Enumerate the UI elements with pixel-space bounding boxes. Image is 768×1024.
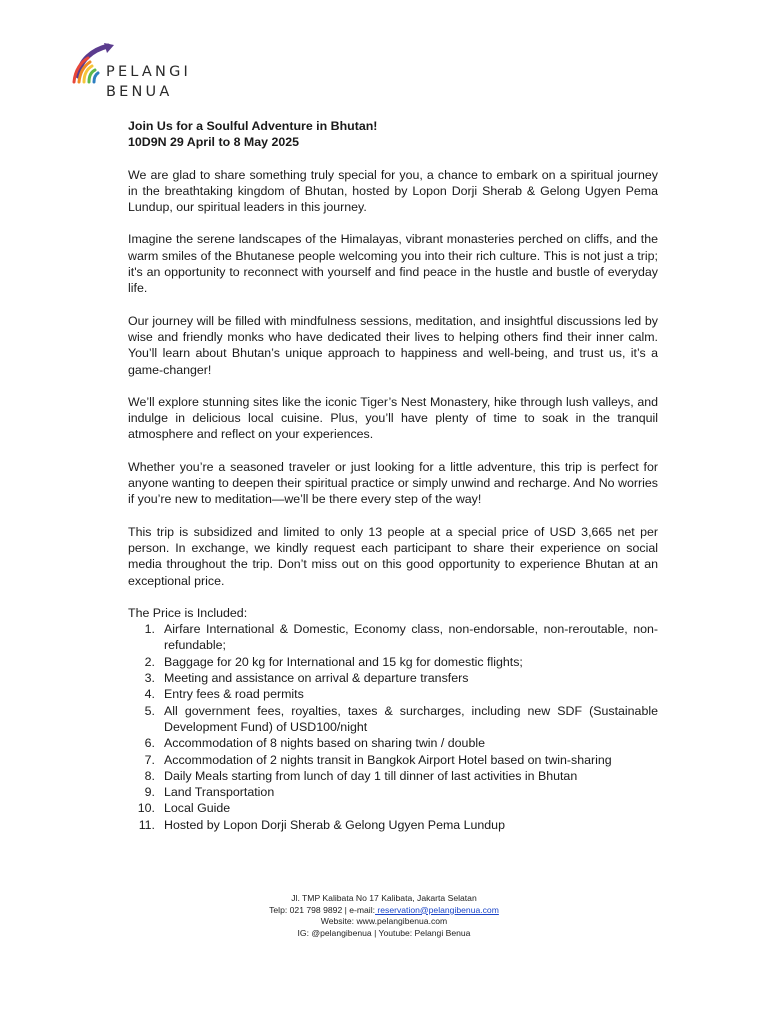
list-text: Meeting and assistance on arrival & departure transfers	[164, 671, 469, 686]
list-number: 3.	[144, 671, 155, 686]
list-number: 8.	[144, 768, 155, 783]
logo-text-line2: BENUA	[106, 84, 173, 100]
list-item	[128, 686, 658, 702]
footer-website: Website: www.pelangibenua.com	[320, 916, 448, 927]
list-text: Land Transportation	[164, 785, 275, 800]
list-text: Accommodation of 8 nights based on sharing twin / double	[164, 736, 485, 751]
included-heading: The Price is Included:	[128, 605, 248, 620]
list-number: 4.	[144, 687, 155, 702]
page-footer	[0, 893, 768, 939]
list-text: Daily Meals starting from lunch of day 1 till dinner of last activities in Bhutan	[164, 768, 578, 783]
list-number: 11.	[138, 817, 155, 832]
paragraph: We’ll explore stunning sites like the iconic Tiger’s Nest Monastery, hike through lush valleys, and indulge in delicious local cuisine. Plus, you’ll have plenty of time to soak in the tranquil atmosphere and reflect on your experiences.	[128, 394, 658, 442]
list-item	[128, 735, 658, 751]
included-list	[128, 621, 658, 833]
list-text: Baggage for 20 kg for International and 15 kg for domestic flights;	[164, 654, 523, 669]
list-text: Entry fees & road permits	[164, 687, 304, 702]
list-number: 2.	[144, 654, 155, 669]
letter-body	[128, 118, 658, 833]
list-item	[128, 817, 658, 833]
footer-social: IG: @pelangibenua | Youtube: Pelangi Benua	[297, 927, 471, 938]
list-text: Hosted by Lopon Dorji Sherab & Gelong Ugyen Pema Lundup	[164, 817, 505, 832]
list-item	[128, 654, 658, 670]
logo-text-line1: PELANGI	[106, 64, 191, 80]
footer-address: Jl. TMP Kalibata No 17 Kalibata, Jakarta Selatan	[291, 893, 477, 903]
list-item	[128, 703, 658, 736]
list-number: 9.	[144, 785, 155, 800]
list-number: 5.	[144, 703, 155, 718]
list-text: All government fees, royalties, taxes & surcharges, including new SDF (Sustainable Development Fund) of USD100/night	[164, 703, 658, 734]
footer-phone: Telp: 021 798 9892 | e-mail:	[269, 904, 376, 915]
list-item	[128, 784, 658, 800]
email-link[interactable]: reservation@pelangibenua.com	[375, 904, 499, 915]
list-item	[128, 800, 658, 816]
list-item	[128, 621, 658, 654]
list-item	[128, 768, 658, 784]
paragraph: Our journey will be filled with mindfulness sessions, meditation, and insightful discussions led by wise and friendly monks who have dedicated their lives to helping others find their inner calm. You’ll learn about Bhutan’s unique approach to happiness and well-being, and trust us, it’s a game-changer!	[128, 313, 658, 377]
list-text: Local Guide	[164, 801, 231, 816]
footer-contact	[0, 905, 768, 917]
paragraph: We are glad to share something truly special for you, a chance to embark on a spiritual journey in the breathtaking kingdom of Bhutan, hosted by Lopon Dorji Sherab & Gelong Ugyen Pema Lundup, our spiritual leaders in this journey.	[128, 167, 658, 215]
list-item	[128, 752, 658, 768]
title-line2: 10D9N 29 April to 8 May 2025	[128, 135, 300, 150]
paragraph: This trip is subsidized and limited to only 13 people at a special price of USD 3,665 net per person. In exchange, we kindly request each participant to share their experience on social media throughout the trip. Don’t miss out on this good opportunity to experience Bhutan at an exceptional price.	[128, 524, 658, 588]
list-number: 7.	[144, 752, 155, 767]
paragraph: Imagine the serene landscapes of the Himalayas, vibrant monasteries perched on cliffs, and the warm smiles of the Bhutanese people welcoming you into their rich culture. This is not just a trip; it's an opportunity to reconnect with yourself and find peace in the hustle and bustle of everyday life.	[128, 232, 658, 296]
list-text: Airfare International & Domestic, Economy class, non-endorsable, non-reroutable, non-refundable;	[164, 622, 658, 653]
list-item	[128, 670, 658, 686]
paragraph: Whether you’re a seasoned traveler or just looking for a little adventure, this trip is perfect for anyone wanting to deepen their spiritual practice or simply unwind and recharge. And No worries if you’re new to meditation—we’ll be there every step of the way!	[128, 459, 658, 507]
list-number: 6.	[144, 736, 155, 751]
title-line1: Join Us for a Soulful Adventure in Bhutan!	[128, 119, 378, 133]
company-logo	[70, 42, 210, 104]
list-text: Accommodation of 2 nights transit in Bangkok Airport Hotel based on twin-sharing	[164, 752, 612, 767]
list-number: 1.	[144, 622, 155, 637]
list-number: 10.	[137, 801, 155, 816]
